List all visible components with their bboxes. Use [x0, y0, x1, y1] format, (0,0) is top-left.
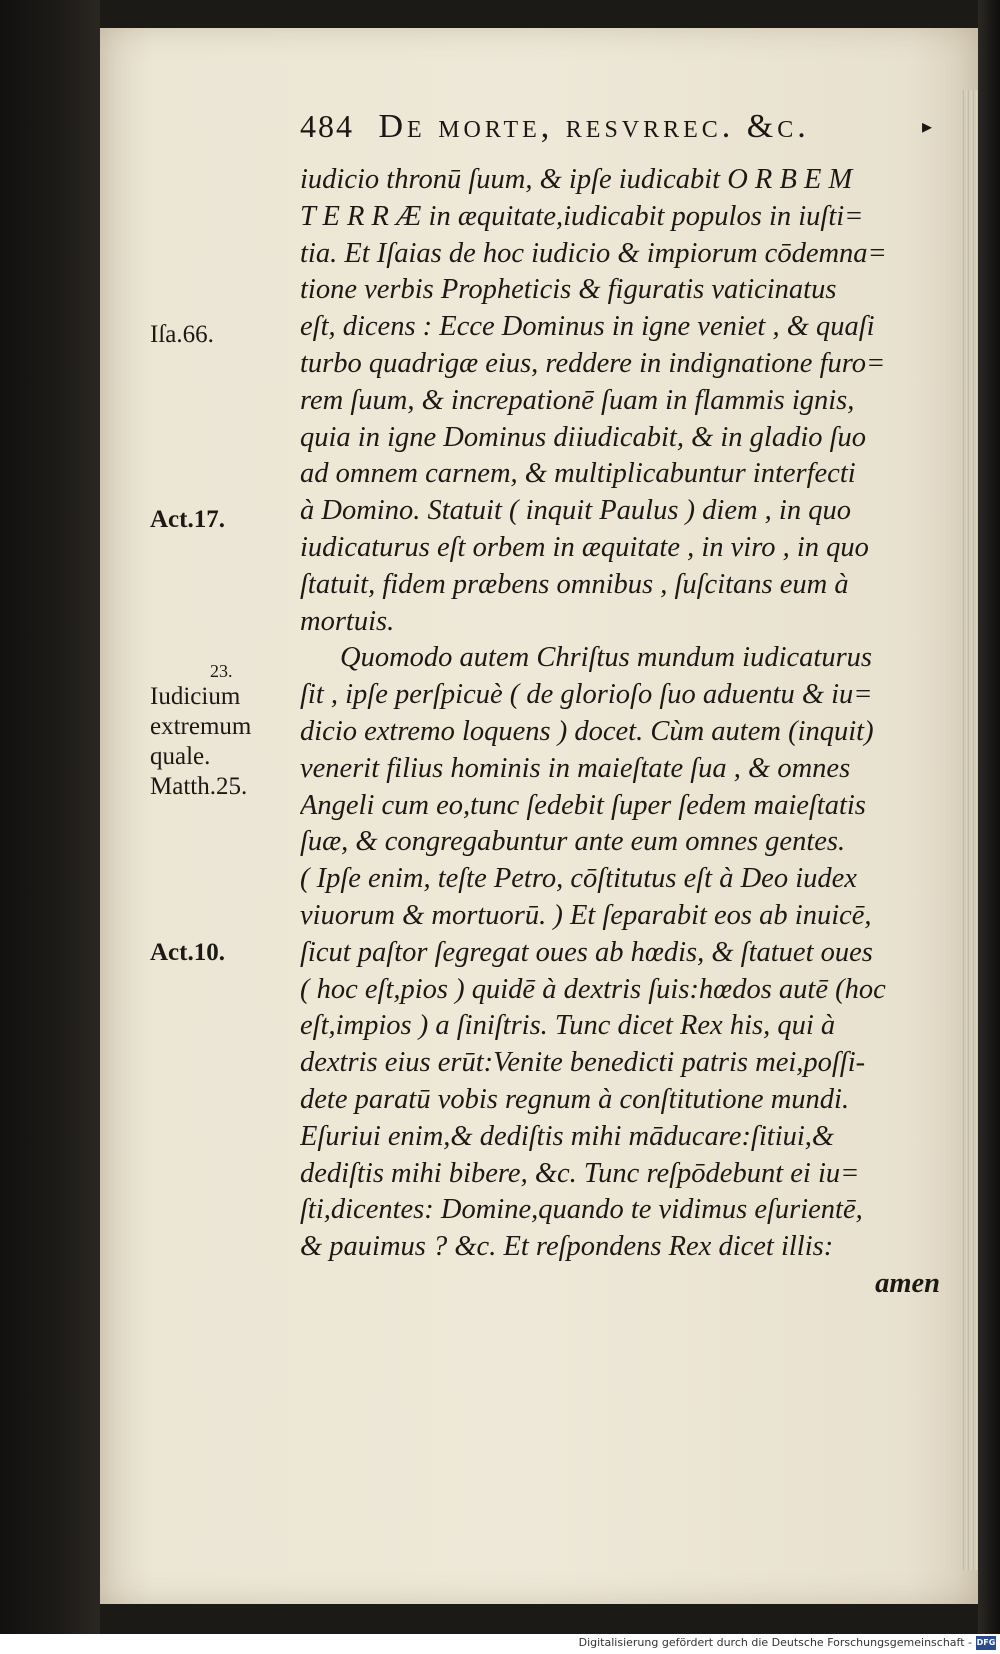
text-line: ſti,dicentes: Domine,quando te vidimus eſurientē, [300, 1194, 863, 1226]
page-edges [960, 90, 978, 1570]
margin-note-acts-10: Act.10. [150, 939, 225, 966]
dfg-logo-icon: DFG [976, 1636, 996, 1650]
running-title: De morte, resvrrec. &c. [378, 108, 810, 145]
text-line: ad omnem carnem, & multiplicabuntur interfecti [300, 458, 856, 490]
text-line: ſicut paſtor ſegregat oues ab hœdis, & ſtatuet oues [300, 936, 873, 968]
text-line: ( Ipſe enim, teſte Petro, cōſtitutus eſt à Deo iudex [300, 863, 857, 895]
text-line: rem ſuum, & increpationē ſuam in flammis ignis, [300, 384, 855, 416]
text-line: & pauimus ? &c. Et reſpondens Rex dicet illis: [300, 1231, 834, 1263]
margin-note-line: extremum [150, 713, 252, 740]
margin-note-line: Iudicium [150, 683, 241, 710]
text-line: ſtatuit, fidem præbens omnibus , ſuſcitans eum à [300, 568, 849, 600]
text-line: iudicaturus eſt orbem in æquitate , in viro , in quo [300, 531, 869, 563]
text-line: T E R R Æ in æquitate,iudicabit populos in iuſti= [300, 200, 864, 232]
scan-background-right [978, 0, 1000, 1654]
text-line: mortuis. [300, 605, 395, 637]
margin-note-iudicium [150, 660, 251, 802]
text-line: dextris eius erūt:Venite benedicti patris mei,poſſi- [300, 1047, 866, 1079]
text-line: dete paratū vobis regnum à conſtitutione mundi. [300, 1083, 850, 1115]
text-line: venerit filius hominis in maieſtate ſua , & omnes [300, 752, 851, 784]
margin-note-acts-17: Act.17. [150, 506, 225, 533]
text-line: turbo quadrigæ eius, reddere in indignatione furo= [300, 347, 886, 379]
text-line: viuorum & mortuorū. ) Et ſeparabit eos ab inuicē, [300, 899, 872, 931]
running-header [300, 108, 940, 158]
text-line: à Domino. Statuit ( inquit Paulus ) diem , in quo [300, 495, 851, 527]
text-line: quia in igne Dominus diiudicabit, & in gladio ſuo [300, 421, 867, 453]
text-line: ſuæ, & congregabuntur ante eum omnes gentes. [300, 826, 846, 858]
text-line: tione verbis Propheticis & figuratis vaticinatus [300, 274, 837, 306]
margin-note-matthew: Matth.25. [150, 773, 248, 800]
text-line: eſt, dicens : Ecce Dominus in igne veniet , & quaſi [300, 311, 875, 343]
text-line: dicio extremo loquens ) docet. Cùm autem (inquit) [300, 715, 874, 747]
text-line: Angeli cum eo,tunc ſedebit ſuper ſedem maieſtatis [300, 789, 866, 821]
arrow-ornament-icon: ▸ [922, 116, 935, 138]
funding-credit: Digitalisierung gefördert durch die Deutsche Forschungsgemeinschaft - [578, 1636, 972, 1649]
scan-background-left [0, 0, 100, 1654]
catchword: amen [875, 1267, 940, 1299]
margin-note-number: 23. [210, 661, 233, 681]
text-line: Eſuriui enim,& dediſtis mihi māducare:ſitiui,& [300, 1120, 835, 1152]
text-line: iudicio thronū ſuum, & ipſe iudicabit O R B E M [300, 164, 853, 195]
margin-note-line: quale. [150, 743, 211, 770]
margin-note-isaiah: Iſa.66. [150, 321, 214, 348]
text-line: ( hoc eſt,pios ) quidē à dextris ſuis:hœdos autē (hoc [300, 973, 886, 1005]
text-line: tia. Et Iſaias de hoc iudicio & impiorum cōdemna= [300, 237, 887, 269]
body-text [300, 162, 950, 1303]
text-line: dediſtis mihi bibere, &c. Tunc reſpōdebunt ei iu= [300, 1157, 860, 1189]
page-number: 484 [300, 108, 354, 144]
text-line-paragraph-start: Quomodo autem Chriſtus mundum iudicaturus [340, 642, 873, 674]
text-line: ſit , ipſe perſpicuè ( de glorioſo ſuo aduentu & iu= [300, 679, 873, 711]
text-line: eſt,impios ) a ſiniſtris. Tunc dicet Rex his, qui à [300, 1010, 836, 1042]
